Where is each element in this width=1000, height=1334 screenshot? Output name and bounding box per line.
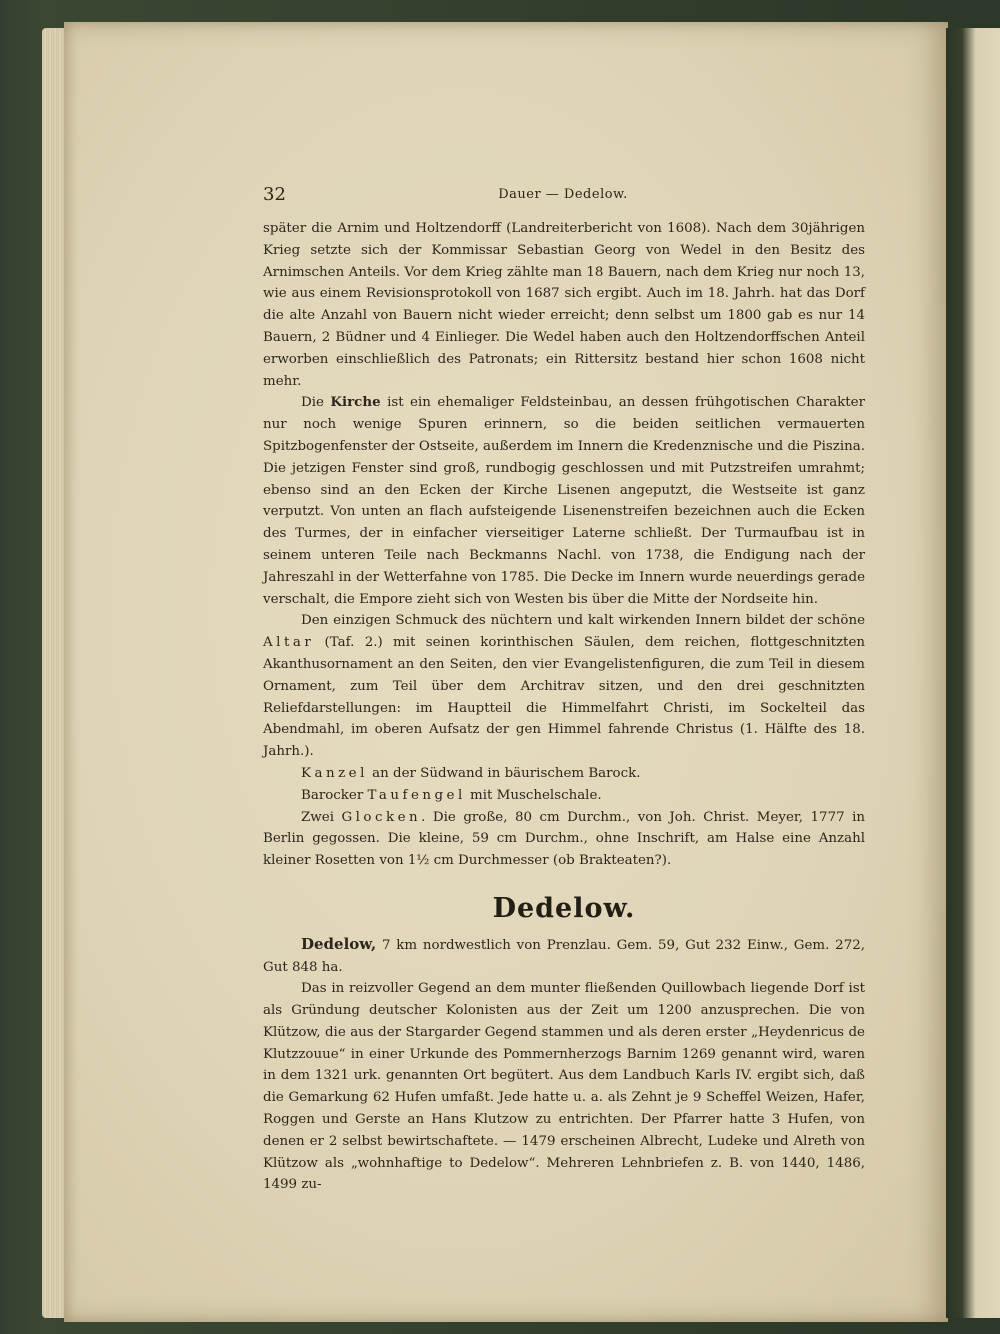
running-head bbox=[263, 184, 863, 210]
paragraph-taufengel bbox=[263, 785, 865, 807]
paragraph-altar-lead: Den einzigen Schmuck des nüchtern und kalt wirkenden Innern bildet der schöne bbox=[301, 613, 865, 629]
paragraph-dedelow-intro-text: 7 km nordwestlich von Prenzlau. Gem. 59, Gut 232 Einw., Gem. 272, Gut 848 ha. bbox=[263, 937, 865, 975]
paragraph-kirche-lead: Die bbox=[301, 395, 331, 411]
paragraph-taufengel-text: mit Muschelschale. bbox=[465, 787, 602, 803]
keyword-kirche: Kirche bbox=[330, 394, 381, 411]
body-text bbox=[263, 218, 865, 1196]
keyword-taufengel: Taufengel bbox=[367, 787, 466, 803]
paragraph-dedelow-history: Das in reizvoller Gegend an dem munter fließenden Quillowbach liegende Dorf ist als Gründung deutscher Kolonisten aus der Zeit um 1200 anzusprechen. Die von Klützow, die aus der Stargarder Gegend stammen und als deren erster „Heydenricus de Klutzzouue“ in einer Urkunde des Pommernherzogs Barnim 1269 genannt wird, waren in dem 1321 urk. genannten Ort begütert. Aus dem Landbuch Karls IV. ergibt sich, daß die Gemarkung 62 Hufen umfaßt. Jede hatte u. a. als Zehnt je 9 Scheffel Weizen, Hafer, Roggen und Gerste an Hans Klutzow zu entrichten. Der Pfarrer hatte 3 Hufen, von denen er 2 selbst bewirtschaftete. — 1479 erscheinen Albrecht, Ludeke und Alreth von Klützow als „wohnhaftige to Dedelow“. Mehreren Lehnbriefen z. B. von 1440, 1486, 1499 zu- bbox=[263, 981, 865, 1193]
paragraph-kirche-text: ist ein ehemaliger Feldsteinbau, an dessen frühgotischen Charakter nur noch wenige Spuren erinnern, so die beiden seitlichen vermauerten Spitzbogenfenster der Ostseite, außerdem im Innern die Kredenznische und die Piszina. Die jetzigen Fenster sind groß, rundbogig geschlossen und mit Putzstreifen umrahmt; ebenso sind an den Ecken der Kirche Lisenen angeputzt, die Westseite ist ganz verputzt. Von unten an flach aufsteigende Lisenenstreifen bezeichnen auch die Ecken des Turmes, der in einfacher vierseitiger Laterne schließt. Der Turmaufbau ist in seinem unteren Teile nach Beckmanns Nachl. von 1738, die Endigung nach der Jahreszahl in der Wetterfahne von 1785. Die Decke im Innern wurde neuerdings gerade verschalt, die Empore zieht sich von Westen bis über die Mitte der Nordseite hin. bbox=[263, 395, 866, 607]
running-title: Dauer — Dedelow. bbox=[498, 187, 628, 202]
paragraph-kanzel bbox=[263, 763, 865, 785]
paragraph-dedelow-intro bbox=[263, 934, 865, 979]
paragraph-altar-text: (Taf. 2.) mit seinen korinthischen Säulen, dem reichen, flottgeschnitzten Akanthusornament an den Seiten, den vier Evangelistenfiguren, die zum Teil in diesem Ornament, zum Teil über dem Architrav sitzen, und den drei geschnitzten Reliefdarstellungen: im Hauptteil die Himmelfahrt Christi, im Sockelteil das Abendmahl, im oberen Aufsatz der gen Himmel fahrende Christus (1. Hälfte des 18. Jahrh.). bbox=[263, 635, 865, 760]
facing-page-edge bbox=[946, 28, 1000, 1318]
page-number: 32 bbox=[263, 184, 286, 205]
keyword-altar: Altar bbox=[263, 635, 315, 651]
keyword-dedelow: Dedelow, bbox=[301, 934, 377, 953]
paragraph-glocken-lead: Zwei bbox=[301, 809, 342, 825]
keyword-glocken: Glocken bbox=[341, 809, 422, 825]
paragraph-kanzel-text: an der Südwand in bäurischem Barock. bbox=[367, 765, 641, 781]
paragraph-taufengel-lead: Barocker bbox=[301, 787, 368, 803]
section-heading: Dedelow. bbox=[492, 892, 636, 924]
paragraph-history-continued: später die Arnim und Holtzendorff (Landreiterbericht von 1608). Nach dem 30jährigen Krieg setzte sich der Kommissar Sebastian Georg von Wedel in den Besitz des Arnimschen Anteils. Vor dem Krieg zählte man 18 Bauern, nach dem Krieg nur noch 13, wie aus einem Revisionsprotokoll von 1687 sich ergibt. Auch im 18. Jahrh. hat das Dorf die alte Anzahl von Bauern nicht wieder erreicht; denn selbst um 1800 gab es nur 14 Bauern, 2 Büdner und 4 Einlieger. Die Wedel haben auch den Holtzendorffschen Anteil erworben einschließlich des Patronats; ein Rittersitz bestand hier schon 1608 nicht mehr. bbox=[263, 221, 865, 389]
keyword-kanzel: Kanzel bbox=[301, 765, 368, 781]
paragraph-kirche bbox=[263, 392, 865, 610]
paragraph-glocken-text: . Die große, 80 cm Durchm., von Joh. Christ. Meyer, 1777 in Berlin gegossen. Die kleine, 59 cm Durchm., ohne Inschrift, am Halse eine Anzahl kleiner Rosetten von 1½ cm Durchmesser (ob Brakteaten?). bbox=[263, 809, 865, 869]
paragraph-glocken bbox=[263, 807, 865, 872]
paragraph-altar bbox=[263, 610, 865, 763]
